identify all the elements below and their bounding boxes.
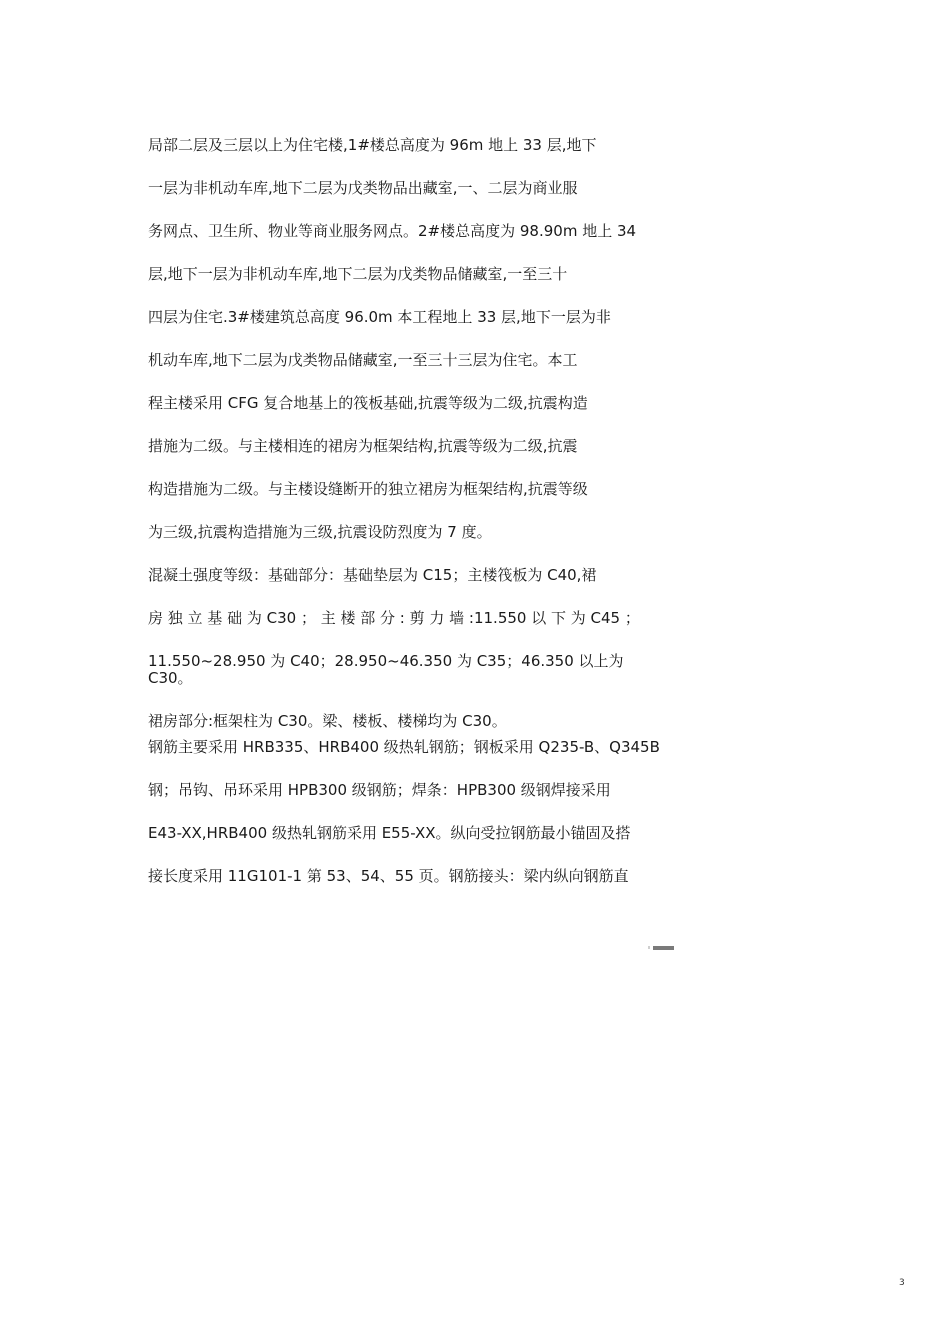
text-line-9: 构造措施为二级。与主楼设缝断开的独立裙房为框架结构,抗震等级 — [148, 480, 588, 498]
text-line-19: 接长度采用 11G101-1 第 53、54、55 页。钢筋接头：梁内纵向钢筋直 — [148, 867, 629, 885]
text-line-14: C30。 — [148, 669, 193, 687]
text-line-6: 机动车库,地下二层为戊类物品储藏室,一至三十三层为住宅。本工 — [148, 351, 578, 369]
text-line-1: 局部二层及三层以上为住宅楼,1#楼总高度为 96m 地上 33 层,地下 — [148, 136, 597, 154]
text-line-8: 措施为二级。与主楼相连的裙房为框架结构,抗震等级为二级,抗震 — [148, 437, 578, 455]
text-line-10: 为三级,抗震构造措施为三级,抗震设防烈度为 7 度。 — [148, 523, 492, 541]
scan-mark-tick — [648, 946, 650, 949]
text-line-16: 钢筋主要采用 HRB335、HRB400 级热轧钢筋；钢板采用 Q235-B、Q345B — [148, 738, 660, 756]
text-line-5: 四层为住宅.3#楼建筑总高度 96.0m 本工程地上 33 层,地下一层为非 — [148, 308, 611, 326]
text-line-12: 房 独 立 基 础 为 C30 ； 主 楼 部 分 : 剪 力 墙 :11.550 以 下 为 C45 ； — [148, 609, 640, 627]
scan-mark — [653, 946, 674, 950]
text-line-17: 钢；吊钩、吊环采用 HPB300 级钢筋；焊条：HPB300 级钢焊接采用 — [148, 781, 611, 799]
text-line-11: 混凝土强度等级：基础部分：基础垫层为 C15；主楼筏板为 C40,裙 — [148, 566, 597, 584]
text-line-13: 11.550~28.950 为 C40；28.950~46.350 为 C35；46.350 以上为 — [148, 652, 624, 670]
text-line-3: 务网点、卫生所、物业等商业服务网点。2#楼总高度为 98.90m 地上 34 — [148, 222, 637, 240]
page-number: 3 — [899, 1278, 905, 1288]
text-line-2: 一层为非机动车库,地下二层为戊类物品出藏室,一、二层为商业服 — [148, 179, 578, 197]
text-line-18: E43-XX,HRB400 级热轧钢筋采用 E55-XX。纵向受拉钢筋最小锚固及搭 — [148, 824, 631, 842]
text-line-15: 裙房部分:框架柱为 C30。梁、楼板、楼梯均为 C30。 — [148, 712, 507, 730]
text-line-4: 层,地下一层为非机动车库,地下二层为戊类物品储藏室,一至三十 — [148, 265, 568, 283]
text-line-7: 程主楼采用 CFG 复合地基上的筏板基础,抗震等级为二级,抗震构造 — [148, 394, 588, 412]
